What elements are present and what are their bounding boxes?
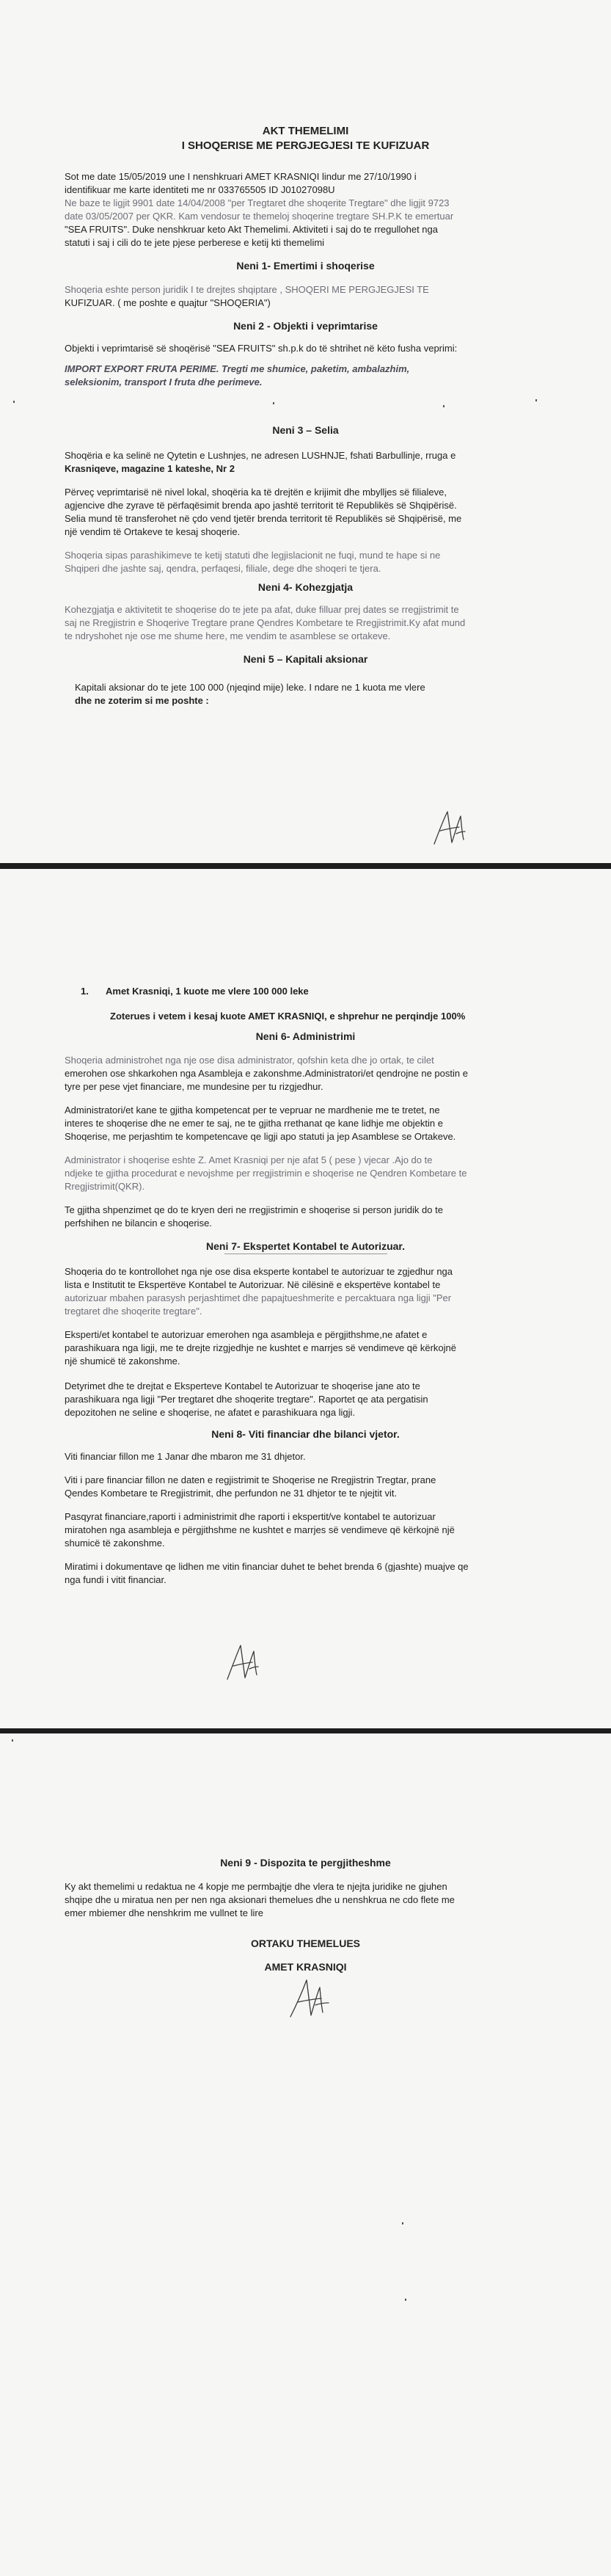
article-text: depozitohen ne seline e shoqerise, ne afatet e parashikuara nga ligji. <box>65 1407 356 1418</box>
article-text: miratohen nga asambleja e përgjithshme ne kushtet e marrjes së vendimeve që kërkojnë një <box>65 1524 455 1535</box>
intro-line: Ne baze te ligjit 9901 date 14/04/2008 "per Tregtaret dhe shoqerite Tregtare" dhe ligjit 9723 <box>65 197 450 208</box>
document-title: AKT THEMELIMI <box>262 125 349 137</box>
article-heading: Neni 6- Administrimi <box>255 1030 356 1042</box>
article-text: dhe ne zoterim si me poshte : <box>75 695 209 706</box>
article-text: autorizuar mbahen parasysh perjashtimet dhe papajtueshmerite e percaktuara nga ligji "Per <box>65 1292 452 1303</box>
article-text: tyre per pese vjet financiare, me mundesine per tu rizgjedhur. <box>65 1081 323 1092</box>
article-heading: Neni 4- Kohezgjatja <box>257 581 354 593</box>
article-text: interes te shoqerise dhe ne emer te saj, ne te gjitha rrethanat qe kane lidhje me objektin e <box>65 1118 443 1129</box>
article-text: ndjeke te gjitha procedurat e nevojshme per rregjistrimin e shoqerise ne Qendren Kombetare te <box>65 1168 467 1179</box>
document-page-1 <box>0 0 611 863</box>
article-text: Viti i pare financiar fillon ne daten e regjistrimit te Shoqerise ne Rregjistrin Tregtar, prane <box>65 1474 436 1485</box>
article-text: një vendim të Ortakeve te kesaj shoqerie. <box>65 526 241 537</box>
scan-speck <box>273 402 274 404</box>
article-text: Rregjistrimit(QKR). <box>65 1181 145 1192</box>
article-text: IMPORT EXPORT FRUTA PERIME. Tregti me shumice, paketim, ambalazhim, <box>65 363 410 374</box>
intro-line: date 03/05/2007 per QKR. Kam vendosur te themeloj shoqerine tregtare SH.P.K te emertuar <box>65 211 454 222</box>
scan-speck <box>402 2222 403 2224</box>
article-text: nga fundi i vitit financiar. <box>65 1574 167 1585</box>
article-text: Administrator i shoqerise eshte Z. Amet Krasniqi per nje afat 5 ( pese ) vjecar .Ajo do te <box>65 1154 433 1165</box>
article-text: Shoqerise, me perjashtim te kompetencave qe ligji apo statuti ja jep Asamblese se Ortakeve. <box>65 1131 456 1142</box>
signature-image <box>430 807 468 848</box>
article-text: emer mbiemer dhe nenshkrim me vullnet te lire <box>65 1907 263 1918</box>
article-text: Te gjitha shpenzimet qe do te kryen deri ne rregjistrimin e shoqerise si person juridik do te <box>65 1204 443 1215</box>
article-text: tregtaret dhe shoqerite tregtare". <box>65 1306 202 1317</box>
article-text: Shoqeria eshte person juridik I te drejtes shqiptare , SHOQERI ME PERGJEGJESI TE <box>65 284 429 295</box>
article-heading: Neni 7- Ekspertet Kontabel te Autorizuar. <box>206 1240 405 1252</box>
founder-heading: ORTAKU THEMELUES <box>250 1938 361 1949</box>
article-text: Objekti i veprimtarisë së shoqërisë "SEA FRUITS" sh.p.k do të shtrihet në këto fusha veprimi: <box>65 343 458 354</box>
scan-speck <box>535 399 537 401</box>
intro-line: identifikuar me karte identiteti me nr 033765505 ID J01027098U <box>65 184 335 195</box>
signature-image <box>223 1641 261 1684</box>
article-text: lista e Institutit te Ekspertëve Kontabel te Autorizuar. Në cilësinë e ekspertëve kontabel te <box>65 1279 441 1290</box>
article-text: shumicë të zakonshme. <box>65 1538 165 1549</box>
ownership-statement: Zoterues i vetem i kesaj kuote AMET KRASNIQI, e shprehur ne perqindje 100% <box>110 1011 466 1022</box>
document-page-3 <box>0 1733 611 2576</box>
article-text: Eksperti/et kontabel te autorizuar emerohen nga asambleja e përgjithshme,ne afatet e <box>65 1329 428 1340</box>
article-text: një shumicë të zakonshme. <box>65 1356 180 1367</box>
article-text: Përveç veprimtarisë në nivel lokal, shoqëria ka të drejtën e krijimit dhe mbylljes së filialeve, <box>65 487 447 498</box>
article-text: Shoqeria sipas parashikimeve te ketij statuti dhe legjislacionit ne fuqi, mund te hape si ne <box>65 550 441 561</box>
scan-speck <box>12 1739 13 1742</box>
article-text: perfshihen ne bilancin e shoqerise. <box>65 1218 212 1229</box>
article-text: saj ne Rregjistrin e Shoqerive Tregtare prane Qendres Kombetare te Rregjistrimit.Ky afat mund <box>65 617 466 628</box>
scan-speck <box>443 405 444 407</box>
article-text: parashikuara nga ligji, me te drejte rizgjedhje ne kushtet e marrjes së vendimeve që kërkojnë <box>65 1342 457 1353</box>
page-separator <box>0 1728 611 1733</box>
intro-line: statuti i saj i cili do te jete pjese perberese e ketij kti themelimi <box>65 237 325 248</box>
article-text: emerohen ose shkarkohen nga Asambleja e zakonshme.Administratori/et qendrojne ne postin e <box>65 1068 468 1079</box>
article-text: Shqiperi dhe jashte saj, qendra, perfaqesi, filiale, dege dhe shoqeri te tjera. <box>65 563 381 574</box>
article-text: Pasqyrat financiare,raporti i administrimit dhe raporti i ekspertit/ve kontabel te autorizuar <box>65 1511 436 1522</box>
article-text: parashikuara nga ligji "Per tregtaret dhe shoqerite tregtare". Raportet qe ata pergatisin <box>65 1394 428 1405</box>
article-text: Detyrimet dhe te drejtat e Eksperteve Kontabel te Autorizuar te shoqerise jane ato te <box>65 1380 420 1391</box>
article-heading: Neni 8- Viti financiar dhe bilanci vjetor. <box>211 1428 400 1440</box>
article-heading: Neni 1- Emertimi i shoqerise <box>236 260 375 272</box>
article-text: Qendes Kombetare te Rregjistrimit, dhe perfundon ne 31 dhjetor te te njejtit vit. <box>65 1488 398 1499</box>
article-text: Administratori/et kane te gjitha kompetencat per te vepruar ne mardhenie me te tretet, ne <box>65 1105 440 1116</box>
article-text: agjencive dhe zyrave të përfaqësimit brenda apo jashtë territorit të Republikës së Shqipërisë. <box>65 500 457 511</box>
list-number: 1. <box>81 986 89 997</box>
founder-name: AMET KRASNIQI <box>264 1961 347 1973</box>
article-text: Krasniqeve, magazine 1 kateshe, Nr 2 <box>65 463 235 474</box>
document-subtitle: I SHOQERISE ME PERGJEGJESI TE KUFIZUAR <box>181 139 430 152</box>
article-text: Miratimi i dokumentave qe lidhen me vitin financiar duhet te behet brenda 6 (gjashte) muajve qe <box>65 1561 469 1572</box>
intro-line: "SEA FRUITS". Duke nenshkruar keto Akt Themelimi. Aktiviteti i saj do te rregullohet nga <box>65 224 438 235</box>
quota-item: Amet Krasniqi, 1 kuote me vlere 100 000 leke <box>106 986 309 997</box>
article-heading: Neni 3 – Selia <box>272 424 339 436</box>
document-page-2 <box>0 869 611 1728</box>
intro-line: Sot me date 15/05/2019 une I nenshkruari AMET KRASNIQI lindur me 27/10/1990 i <box>65 171 417 182</box>
signature-image <box>286 1976 332 2023</box>
article-text: Kapitali aksionar do te jete 100 000 (njeqind mije) leke. I ndare ne 1 kuota me vlere <box>75 682 425 693</box>
article-text: Shoqeria do te kontrollohet nga nje ose disa eksperte kontabel te autorizuar te zgjedhur nga <box>65 1266 453 1277</box>
article-text: Shoqeria administrohet nga nje ose disa administrator, qofshin keta dhe jo ortak, te cilet <box>65 1055 434 1066</box>
article-text: seleksionim, transport I fruta dhe perimeve. <box>65 376 263 388</box>
article-heading: Neni 5 – Kapitali aksionar <box>243 653 368 665</box>
article-heading: Neni 9 - Dispozita te pergjitheshme <box>220 1857 391 1869</box>
page-separator <box>0 863 611 869</box>
scan-speck <box>405 2299 406 2301</box>
article-text: Selia mund të transferohet në çdo vend tjetër brenda territorit të Republikës së Shqipërisë, me <box>65 513 462 524</box>
article-text: Viti financiar fillon me 1 Janar dhe mbaron me 31 dhjetor. <box>65 1451 306 1462</box>
article-text: KUFIZUAR. ( me poshte e quajtur "SHOQERIA") <box>65 297 271 308</box>
article-text: te ndryshohet nje ose me shume here, me vendim te asamblese se ortakeve. <box>65 630 391 641</box>
article-text: Shoqëria e ka selinë ne Qytetin e Lushnjes, ne adresen LUSHNJE, fshati Barbullinje, rruga e <box>65 450 456 461</box>
article-text: Kohezgjatja e aktivitetit te shoqerise do te jete pa afat, duke filluar prej dates se rregjistrimit te <box>65 604 459 615</box>
article-heading: Neni 2 - Objekti i veprimtarise <box>233 320 378 332</box>
article-text: shqipe dhe u miratua nen per nen nga aksionari themelues dhe u nenshkrua ne cdo flete me <box>65 1894 455 1905</box>
scan-speck <box>13 401 15 403</box>
article-text: Ky akt themelimi u redaktua ne 4 kopje me permbajtje dhe vlera te njejta juridike ne gjuhen <box>65 1881 447 1892</box>
